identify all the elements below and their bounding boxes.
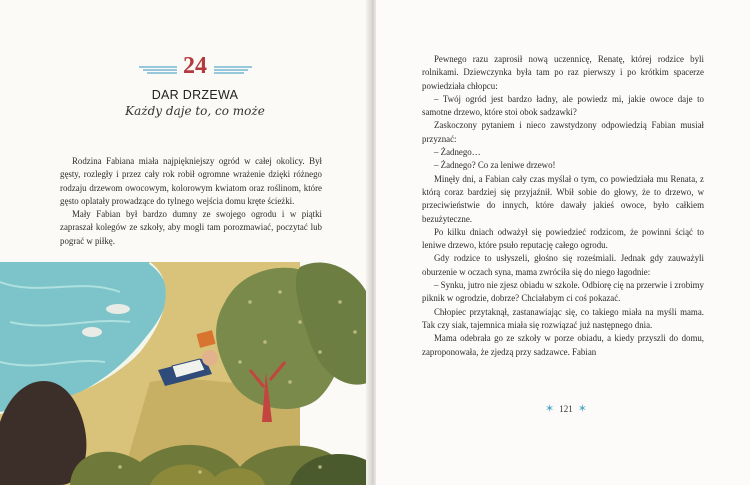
star-icon: ✶	[545, 403, 555, 415]
paragraph: – Synku, jutro nie zjesz obiadu w szkole. Odbiorę cię na przerwie i zrobimy piknik w ogrodzie, dobrze? Chciałabym ci coś pokazać.	[422, 280, 704, 304]
paragraph: Pewnego razu zaprosił nową uczennicę, Renatę, której rodzice byli rolnikami. Dziewczynka była tam po raz pierwszy i po krótkim spacerze powiedziała chłopcu:	[422, 54, 704, 91]
left-page	[0, 0, 370, 485]
paragraph: Rodzina Fabiana miała najpiękniejszy ogród w całej okolicy. Był gęsty, rozległy i przez cały rok robił ogromne wrażenie dzięki różnego rodzaju drzewom owocowym, kolorowym kwiatom oraz roślinom, które gęsto oplatały prowadzące do tylnego wejścia domu kręte ścieżki.	[60, 156, 322, 206]
right-page	[376, 0, 750, 485]
right-ornament-lines	[212, 65, 254, 75]
chapter-subtitle: Każdy daje to, co może	[125, 104, 265, 118]
paragraph: Zaskoczony pytaniem i nieco zawstydzony odpowiedzią Fabian musiał przyznać:	[422, 120, 704, 144]
paragraph: Po kilku dniach odważył się powiedzieć rodzicom, że powinni ściąć to leniwe drzewo, które psuło reputację całego ogrodu.	[422, 226, 704, 251]
page-number-footer	[526, 402, 606, 415]
paragraph: Minęły dni, a Fabian cały czas myślał o tym, co powiedziała mu Renata, z którą coraz bardziej się przyjaźnił. Wbił sobie do głowy, że to drzewo, w przeciwieństwie do innych, które dawały jakieś owoce, było całkiem bezużyteczne.	[422, 173, 704, 224]
paragraph: Gdy rodzice to usłyszeli, głośno się roześmiali. Jednak gdy zauważyli oburzenie w oczach syna, mama zwróciła się do niego łagodnie:	[422, 253, 704, 277]
chapter-number: 24	[183, 53, 207, 79]
left-body-text	[60, 155, 322, 248]
garden-illustration	[0, 262, 370, 485]
paragraph: – Żadnego…	[434, 147, 481, 158]
star-icon: ✶	[577, 403, 587, 415]
paragraph: – Żadnego? Co za leniwe drzewo!	[434, 160, 556, 171]
chapter-title: DAR DRZEWA	[151, 88, 239, 102]
right-body-text	[422, 53, 704, 359]
paragraph: Mama odebrała go ze szkoły w porze obiadu, a kiedy przyszli do domu, zaproponowała, że zjedzą przy sadzawce. Fabian	[422, 333, 704, 357]
paragraph: Chłopiec przytaknął, zastanawiając się, co takiego miała na myśli mama. Tak czy siak, tajemnica miała się rozwiązać już następnego dnia.	[422, 306, 704, 330]
paragraph: Mały Fabian był bardzo dumny ze swojego ogrodu i w piątki zapraszał kolegów ze szkoły, aby mogli tam porozmawiać, poczytać lub pograć w piłkę.	[60, 209, 322, 246]
page-number: 121	[559, 404, 573, 414]
paragraph: – Twój ogród jest bardzo ładny, ale powiedz mi, jakie owoce daje to samotne drzewo, które stoi obok sadzawki?	[422, 93, 704, 118]
